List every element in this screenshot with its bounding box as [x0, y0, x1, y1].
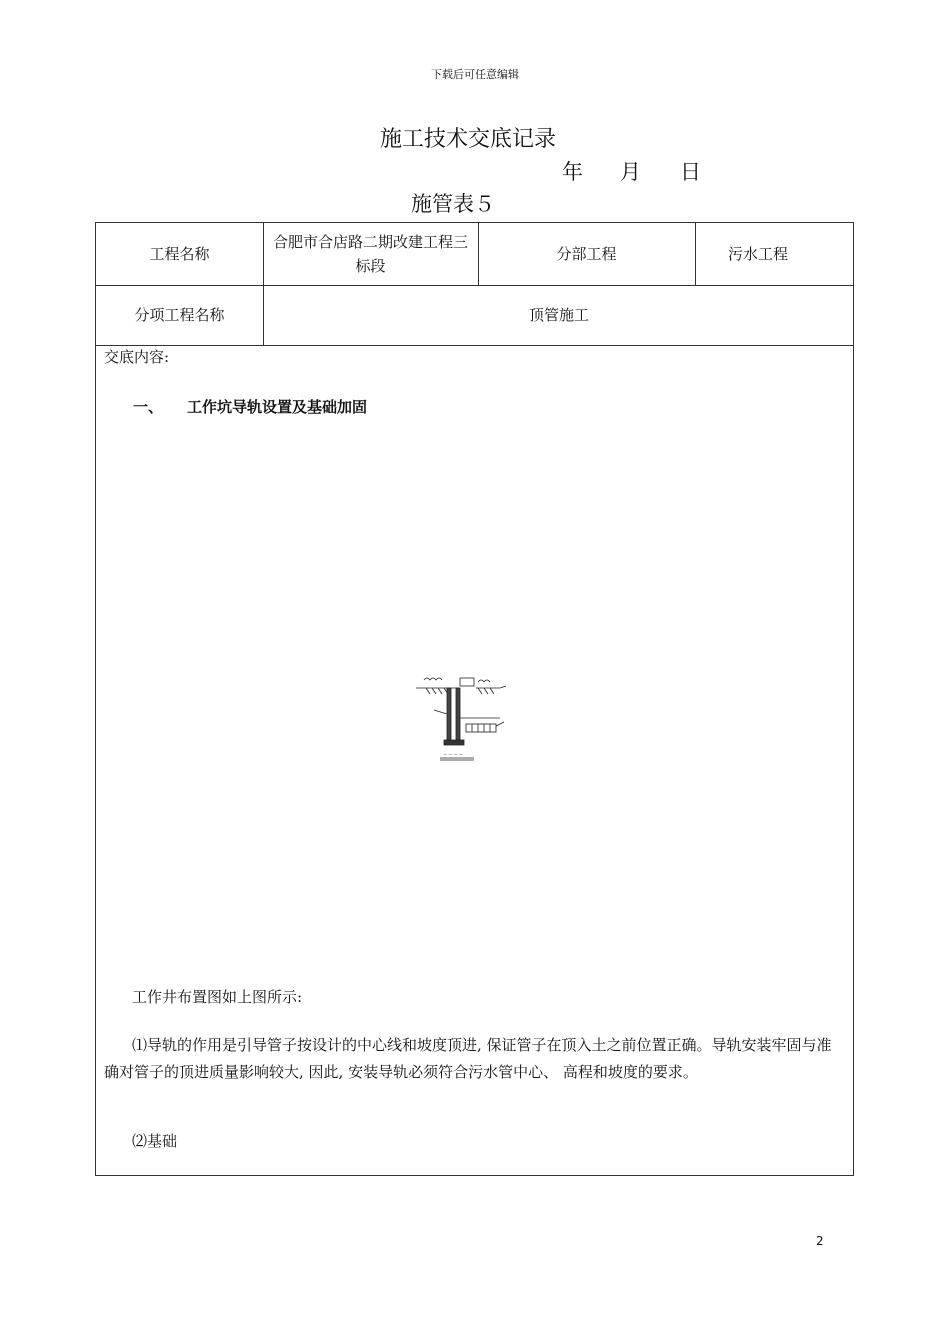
- svg-text:— — — —: — — — —: [443, 752, 463, 757]
- form-number: 施管表５: [411, 192, 495, 216]
- division-label: 分部工程: [556, 245, 617, 263]
- paragraph-guide-rail: ⑴导轨的作用是引导管子按设计的中心线和坡度顶进, 保证管子在顶入土之前位置正确。导轨安装牢固与准确对管子的顶进质量影响较大, 因此, 安装导轨必须符合污水管中心、 高程和坡度的要求。: [104, 1036, 832, 1081]
- figure-caption: 工作井布置图如上图所示:: [132, 988, 303, 1006]
- project-name-label: 工程名称: [149, 245, 210, 263]
- page-title: 施工技术交底记录: [379, 127, 556, 152]
- date-year: 年: [562, 160, 583, 184]
- section-heading: [133, 396, 367, 417]
- section-number: 一、: [133, 398, 164, 416]
- date-month: 月: [620, 160, 641, 184]
- subitem-label: 分项工程名称: [134, 306, 225, 324]
- date-row: [562, 156, 701, 186]
- page-number: 2: [816, 1234, 824, 1248]
- content-label: 交底内容:: [104, 348, 170, 366]
- subitem-value: 顶管施工: [528, 306, 589, 324]
- date-day: 日: [680, 160, 701, 184]
- paragraph-foundation: ⑵基础: [132, 1132, 178, 1150]
- division-value: 污水工程: [727, 245, 788, 263]
- project-name-value: 合肥市合店路二期改建工程三标段: [272, 233, 468, 275]
- header-note: 下载后可任意编辑: [431, 68, 519, 81]
- working-pit-diagram: [414, 670, 526, 762]
- section-title: 工作坑导轨设置及基础加固: [187, 398, 368, 416]
